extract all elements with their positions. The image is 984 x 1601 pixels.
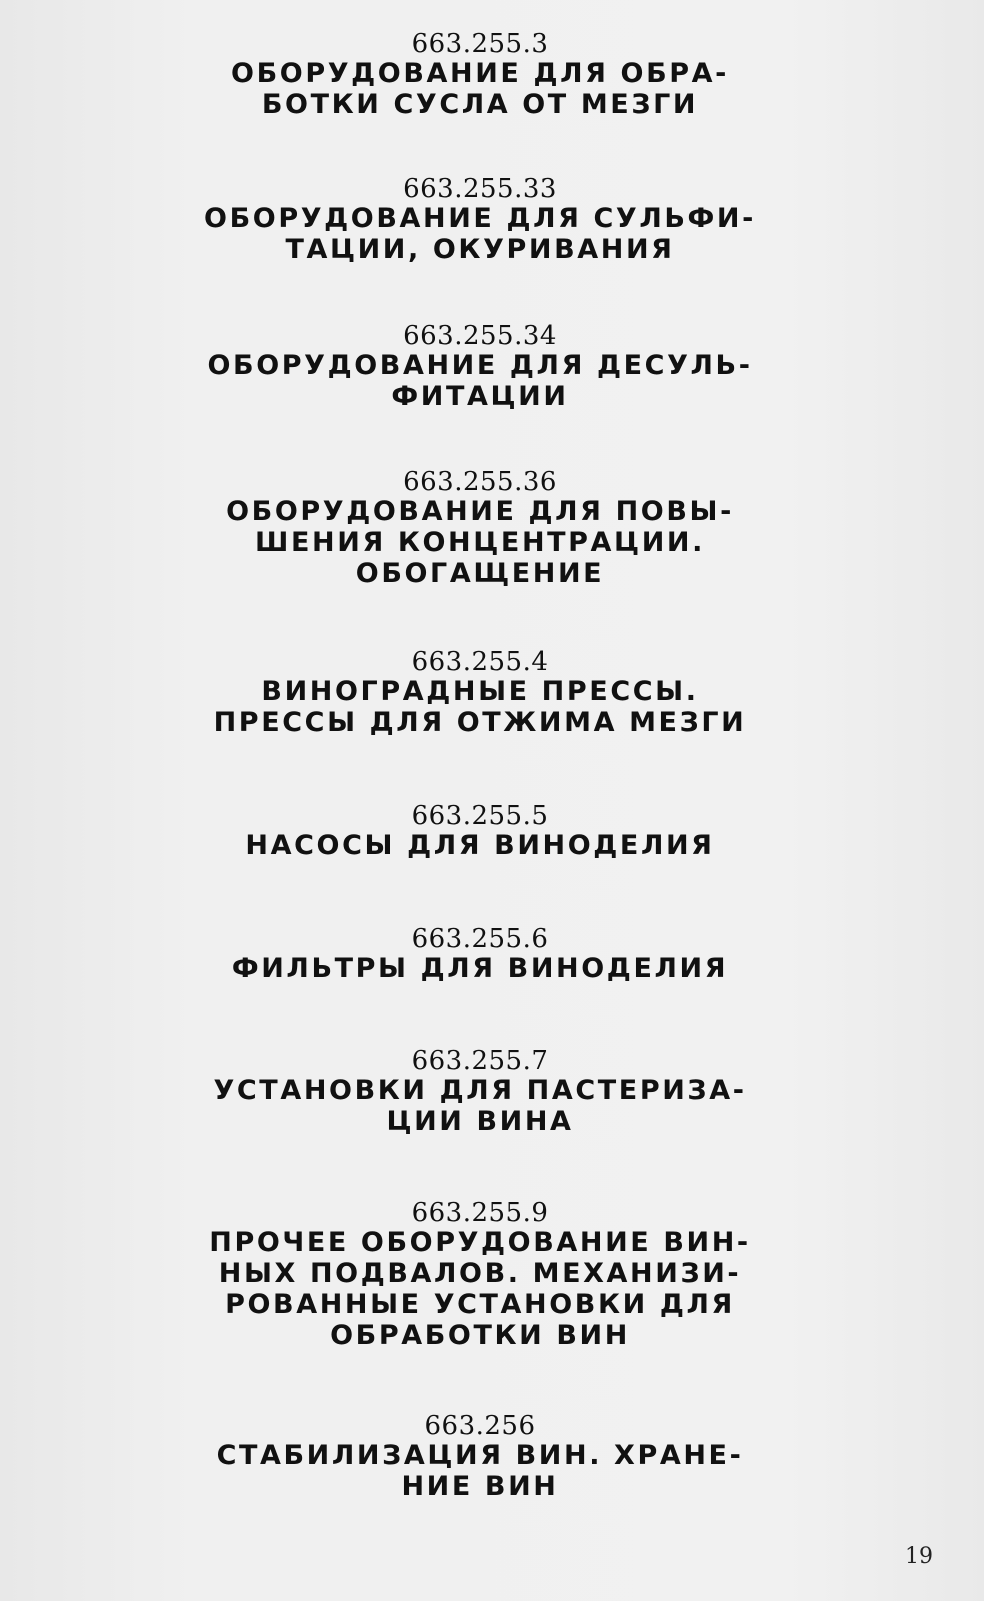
entry-title-line: УСТАНОВКИ ДЛЯ ПАСТЕРИЗА- [213,1075,747,1106]
entry-code: 663.255.6 [411,924,549,954]
entry-code: 663.255.33 [403,174,557,204]
catalog-entry [150,175,810,265]
catalog-entry [150,1199,810,1351]
entry-title-line: НЫХ ПОДВАЛОВ. МЕХАНИЗИ- [218,1258,742,1289]
catalog-entry [150,30,810,120]
entry-title-line: ТАЦИИ, ОКУРИВАНИЯ [285,234,675,265]
entry-code: 663.255.36 [403,467,557,497]
entry-title-line: ОБОРУДОВАНИЕ ДЛЯ СУЛЬФИ- [204,203,756,234]
catalog-entry [150,648,810,738]
entry-title-line: ПРОЧЕЕ ОБОРУДОВАНИЕ ВИН- [209,1227,751,1258]
entry-title-line: ОБОРУДОВАНИЕ ДЛЯ ДЕСУЛЬ- [207,350,753,381]
entry-code: 663.255.3 [411,29,549,59]
entry-title-line: ШЕНИЯ КОНЦЕНТРАЦИИ. [255,527,705,558]
entry-title-line: НАСОСЫ ДЛЯ ВИНОДЕЛИЯ [245,830,715,861]
entry-code: 663.256 [424,1411,536,1441]
entry-code: 663.255.9 [411,1198,549,1228]
page-number: 19 [905,1544,933,1569]
entry-title-line: ОБОГАЩЕНИЕ [355,558,605,589]
entry-title-line: ВИНОГРАДНЫЕ ПРЕССЫ. [261,676,699,707]
catalog-entry [150,802,810,861]
catalog-entry [150,1412,810,1502]
entry-title-line: РОВАННЫЕ УСТАНОВКИ ДЛЯ [225,1289,735,1320]
entry-title-line: ФИТАЦИИ [391,381,569,412]
entry-title-line: НИЕ ВИН [401,1471,559,1502]
entry-title-line: ОБОРУДОВАНИЕ ДЛЯ ПОВЫ- [226,496,734,527]
entry-title-line: СТАБИЛИЗАЦИЯ ВИН. ХРАНЕ- [216,1440,744,1471]
entry-code: 663.255.7 [411,1046,549,1076]
entry-title-line: БОТКИ СУСЛА ОТ МЕЗГИ [261,89,699,120]
catalog-entry [150,1047,810,1137]
catalog-entry [150,322,810,412]
entry-title-line: ОБОРУДОВАНИЕ ДЛЯ ОБРА- [231,58,729,89]
entry-code: 663.255.4 [411,647,549,677]
entry-title-line: ОБРАБОТКИ ВИН [330,1320,630,1351]
catalog-entry [150,925,810,984]
entry-title-line: ЦИИ ВИНА [386,1106,574,1137]
entry-code: 663.255.5 [411,801,549,831]
catalog-entry [150,468,810,589]
entry-code: 663.255.34 [403,321,557,351]
entry-title-line: ФИЛЬТРЫ ДЛЯ ВИНОДЕЛИЯ [231,953,729,984]
entry-title-line: ПРЕССЫ ДЛЯ ОТЖИМА МЕЗГИ [213,707,747,738]
